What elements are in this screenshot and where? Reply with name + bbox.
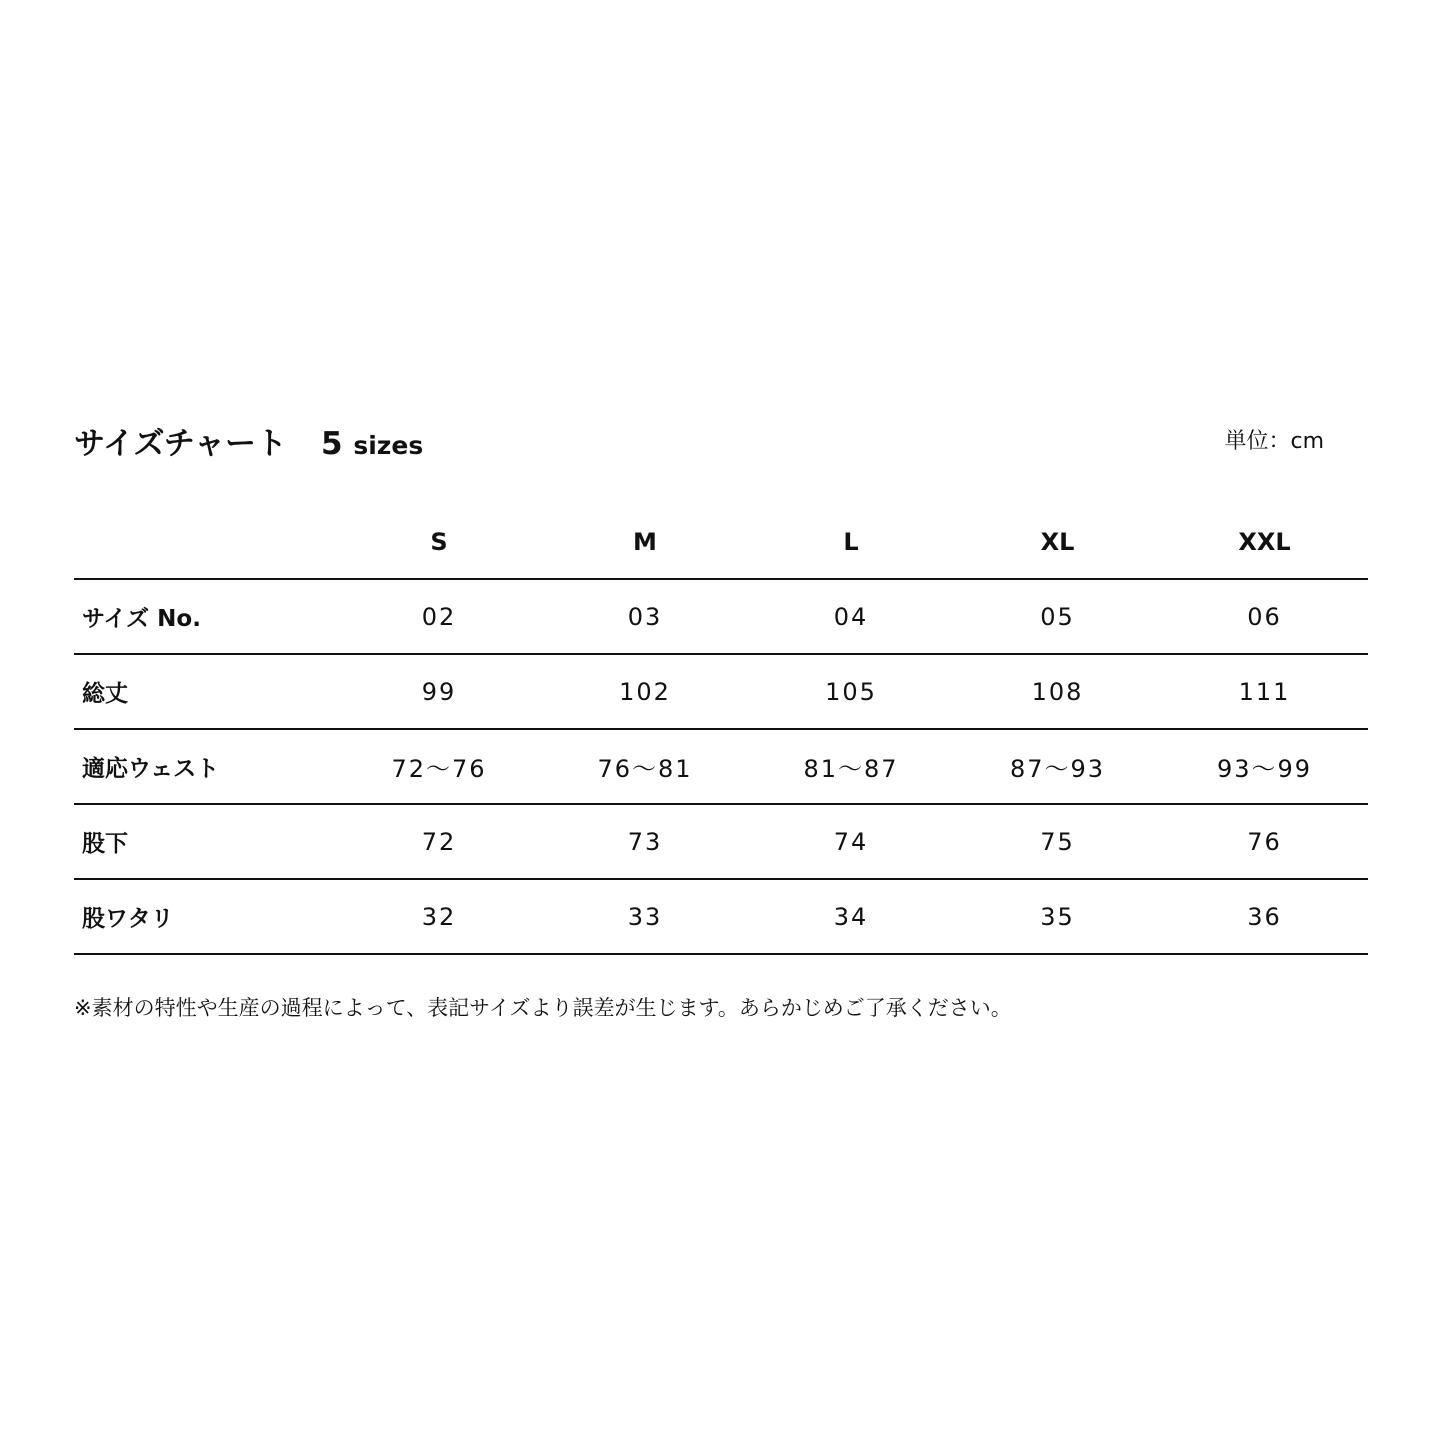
row-label: 股ワタリ [74, 879, 336, 954]
corner-cell [74, 505, 336, 579]
table-cell: 73 [542, 804, 748, 879]
page-title [74, 418, 423, 463]
table-cell: 105 [748, 654, 954, 729]
table-cell: 76 [1161, 804, 1368, 879]
table-cell: 74 [748, 804, 954, 879]
table-cell: 32 [336, 879, 542, 954]
table-row [74, 879, 1368, 954]
size-count: 5 [320, 426, 343, 462]
row-label: 股下 [74, 804, 336, 879]
table-row [74, 804, 1368, 879]
column-header-m: M [542, 505, 748, 579]
title-text: サイズチャート [74, 426, 287, 462]
unit-label: 単位：cm [1224, 429, 1324, 454]
row-label: 適応ウェスト [74, 729, 336, 804]
header-row [74, 505, 1368, 579]
table-cell: 108 [954, 654, 1161, 729]
table-cell: 04 [748, 579, 954, 654]
row-label: サイズ No. [74, 579, 336, 654]
disclaimer-note: ※素材の特性や生産の過程によって、表記サイズより誤差が生じます。あらかじめご了承ください。 [74, 996, 1012, 1020]
table-cell: 87〜93 [954, 729, 1161, 804]
table-cell: 35 [954, 879, 1161, 954]
table-row [74, 654, 1368, 729]
table-cell: 33 [542, 879, 748, 954]
table-cell: 72 [336, 804, 542, 879]
table-cell: 34 [748, 879, 954, 954]
table-row [74, 729, 1368, 804]
column-header-s: S [336, 505, 542, 579]
table-cell: 111 [1161, 654, 1368, 729]
table-cell: 02 [336, 579, 542, 654]
row-label: 総丈 [74, 654, 336, 729]
size-count-suffix: sizes [353, 431, 424, 460]
table-cell: 93〜99 [1161, 729, 1368, 804]
table-cell: 81〜87 [748, 729, 954, 804]
column-header-xl: XL [954, 505, 1161, 579]
table-cell: 75 [954, 804, 1161, 879]
table-row [74, 579, 1368, 654]
table-cell: 05 [954, 579, 1161, 654]
chart-header [74, 412, 1324, 462]
table-cell: 03 [542, 579, 748, 654]
size-table [74, 505, 1368, 955]
table-cell: 102 [542, 654, 748, 729]
column-header-l: L [748, 505, 954, 579]
table-cell: 36 [1161, 879, 1368, 954]
table-cell: 72〜76 [336, 729, 542, 804]
table-cell: 06 [1161, 579, 1368, 654]
table-cell: 76〜81 [542, 729, 748, 804]
column-header-xxl: XXL [1161, 505, 1368, 579]
table-cell: 99 [336, 654, 542, 729]
